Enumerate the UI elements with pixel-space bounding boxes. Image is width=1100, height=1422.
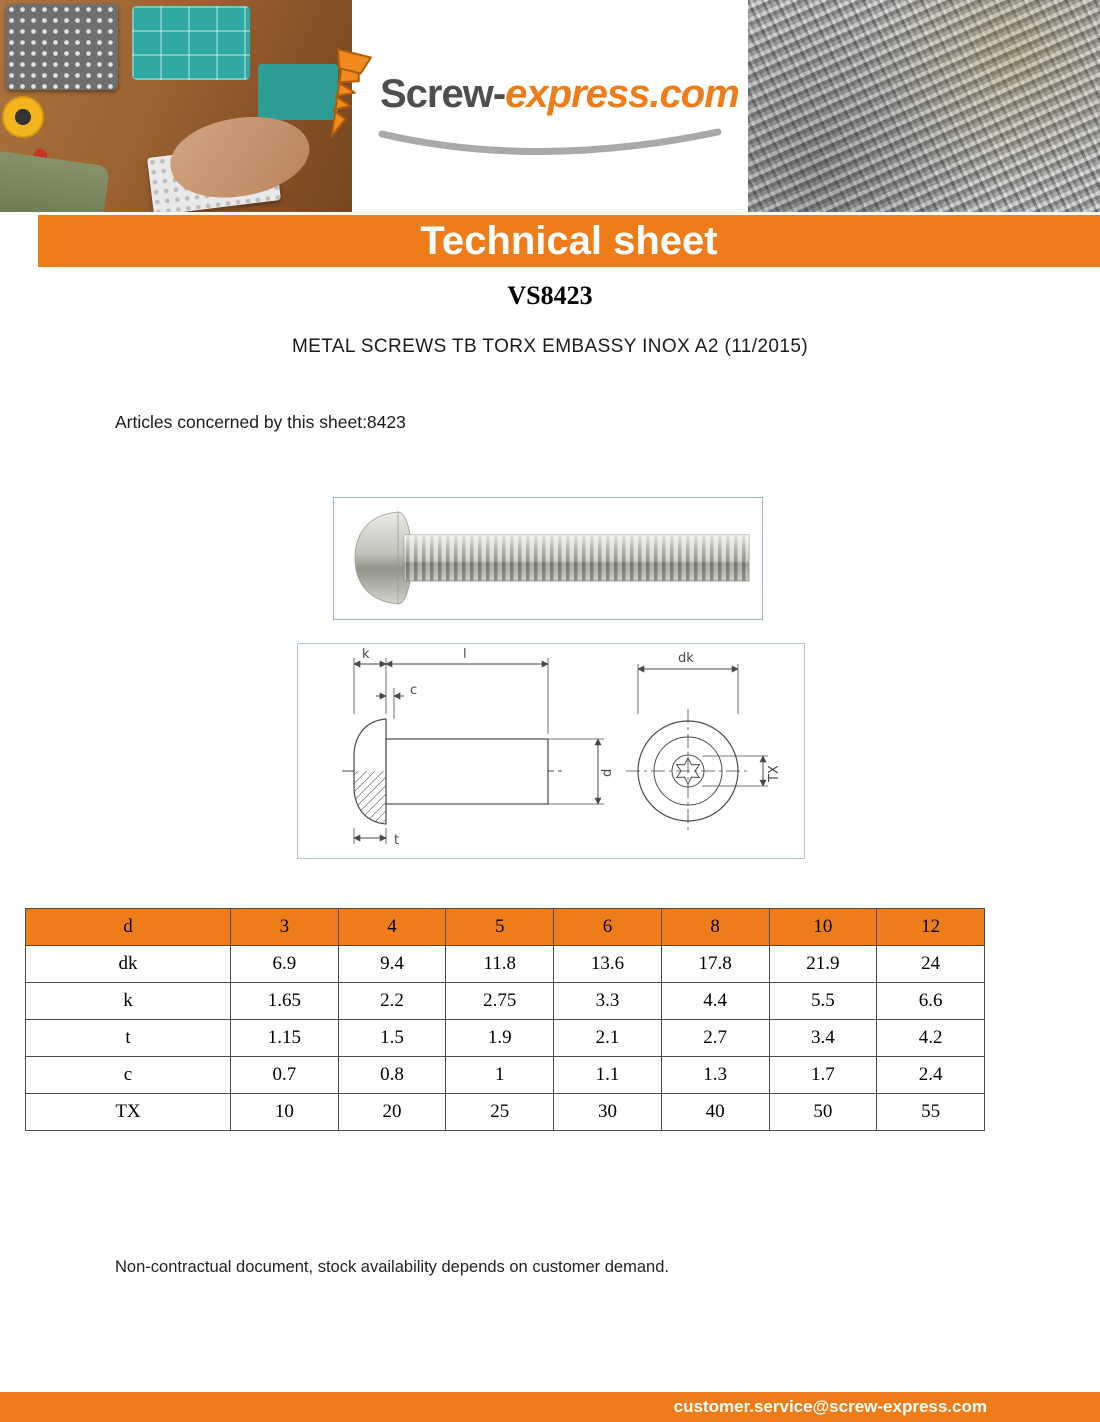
table-cell: 6.9	[231, 946, 339, 983]
footer-bar	[0, 1392, 1100, 1422]
table-cell: 2.1	[554, 1020, 662, 1057]
contact-email[interactable]: customer.service@screw-express.com	[673, 1397, 987, 1416]
table-header-cell: 12	[877, 909, 985, 946]
table-row	[26, 1057, 985, 1094]
technical-drawing	[298, 644, 804, 858]
workbench-photo	[0, 0, 352, 212]
table-header-cell: 8	[661, 909, 769, 946]
table-header-cell: 4	[338, 909, 446, 946]
table-header-cell: 6	[554, 909, 662, 946]
table-cell: 6.6	[877, 983, 985, 1020]
table-row	[26, 1020, 985, 1057]
table-header-cell: 10	[769, 909, 877, 946]
table-cell: 0.8	[338, 1057, 446, 1094]
logo-text	[380, 72, 740, 117]
table-row	[26, 946, 985, 983]
product-image-box	[333, 497, 763, 620]
logo	[352, 0, 748, 212]
row-label: c	[26, 1057, 231, 1094]
table-cell: 2.2	[338, 983, 446, 1020]
table-cell: 0.7	[231, 1057, 339, 1094]
parts-bin	[6, 4, 118, 90]
table-cell: 5.5	[769, 983, 877, 1020]
dim-label-d: d	[600, 768, 615, 777]
row-label: dk	[26, 946, 231, 983]
table-cell: 40	[661, 1094, 769, 1131]
dimensions-table	[25, 908, 985, 1131]
table-cell: 21.9	[769, 946, 877, 983]
table-cell: 10	[231, 1094, 339, 1131]
table-cell: 20	[338, 1094, 446, 1131]
table-cell: 1.1	[554, 1057, 662, 1094]
table-cell: 4.2	[877, 1020, 985, 1057]
table-cell: 2.4	[877, 1057, 985, 1094]
table-cell: 3.3	[554, 983, 662, 1020]
row-label: t	[26, 1020, 231, 1057]
banner-title: Technical sheet	[420, 218, 718, 263]
table-cell: 1.65	[231, 983, 339, 1020]
logo-suffix: express.com	[505, 72, 739, 116]
teal-tray	[132, 6, 250, 80]
table-cell: 1.15	[231, 1020, 339, 1057]
table-header-cell: 3	[231, 909, 339, 946]
row-label: k	[26, 983, 231, 1020]
table-cell: 1.5	[338, 1020, 446, 1057]
disclaimer-text: Non-contractual document, stock availability depends on customer demand.	[115, 1258, 669, 1276]
table-cell: 1	[446, 1057, 554, 1094]
table-cell: 55	[877, 1094, 985, 1131]
dim-label-dk: dk	[678, 651, 694, 666]
row-label: TX	[26, 1094, 231, 1131]
document-code: VS8423	[507, 281, 593, 310]
banner	[38, 215, 1100, 267]
table-cell: 25	[446, 1094, 554, 1131]
table-cell: 1.9	[446, 1020, 554, 1057]
table-cell: 2.75	[446, 983, 554, 1020]
table-cell: 11.8	[446, 946, 554, 983]
table-cell: 13.6	[554, 946, 662, 983]
dim-label-t: t	[394, 833, 400, 848]
articles-line: Articles concerned by this sheet:8423	[115, 412, 406, 432]
logo-prefix: Screw-	[380, 72, 506, 116]
screws-pile-photo	[748, 0, 1100, 212]
screw-product-image	[334, 498, 762, 619]
document-title: METAL SCREWS TB TORX EMBASSY INOX A2 (11/2015)	[291, 336, 809, 357]
dim-label-l: l	[463, 647, 467, 662]
table-header-cell: d	[26, 909, 231, 946]
table-header-row	[26, 909, 985, 946]
logo-swoosh	[376, 126, 724, 168]
table-cell: 50	[769, 1094, 877, 1131]
table-row	[26, 983, 985, 1020]
table-cell: 3.4	[769, 1020, 877, 1057]
table-cell: 9.4	[338, 946, 446, 983]
table-cell: 24	[877, 946, 985, 983]
table-cell: 17.8	[661, 946, 769, 983]
tape-measure	[2, 96, 44, 138]
table-cell: 4.4	[661, 983, 769, 1020]
table-row	[26, 1094, 985, 1131]
table-cell: 1.7	[769, 1057, 877, 1094]
dim-label-tx: TX	[767, 765, 782, 782]
dim-label-c: c	[410, 683, 418, 698]
table-cell: 30	[554, 1094, 662, 1131]
table-cell: 1.3	[661, 1057, 769, 1094]
table-header-cell: 5	[446, 909, 554, 946]
technical-drawing-box	[297, 643, 805, 859]
dim-label-k: k	[362, 647, 370, 662]
sleeve	[0, 150, 110, 212]
table-cell: 2.7	[661, 1020, 769, 1057]
